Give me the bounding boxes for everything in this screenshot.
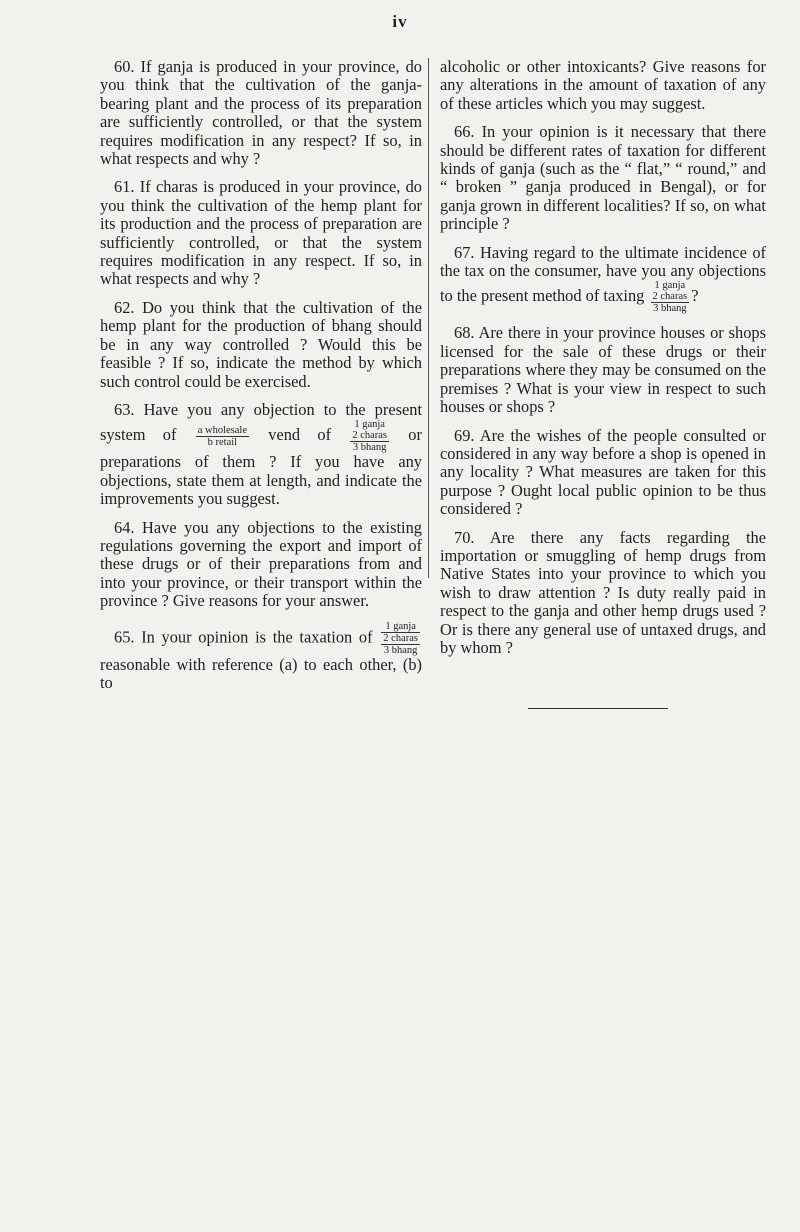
q67-bhang: 3 bhang [653, 303, 687, 315]
q63-text-middle: vend of [268, 425, 332, 445]
q63-ganja: 1 ganja [354, 419, 385, 431]
page-number: iv [392, 12, 408, 31]
question-68: 68. Are there in your province houses or shops licensed for the sale of these drugs or their preparations where they may be consumed on the premises ? What is your view in respect to such houses or shops ? [440, 323, 766, 417]
question-65 [100, 621, 422, 693]
q63-bhang: 3 bhang [352, 442, 387, 454]
question-64: 64. Have you any objections to the existing regulations governing the export and import of these drugs or of their preparations from and into your province, or their transport within the province ? Give reasons for your answer. [100, 517, 422, 611]
question-70: 70. Are there any facts regarding the importation or smuggling of hemp drugs from Native States into your province to which you wish to draw attention ? Is duty really paid in respect to the ganja and other hemp drugs used ? Or is there any general use of untaxed drugs, and by whom ? [440, 527, 766, 657]
q63-vend-type-fraction [196, 425, 249, 448]
question-66: 66. In your opinion is it necessary that there should be different rates of taxation for different kinds of ganja (such as the “ flat,” “ round,” and “ broken ” ganja produced in Bengal), or for ganja grown in different localities? If so, on what principle ? [440, 122, 766, 234]
closing-rule [528, 708, 668, 709]
right-column [440, 58, 766, 667]
q65-text-start: 65. In your opinion is the taxation of [114, 626, 373, 646]
q63-retail: b retail [207, 436, 238, 448]
q63-charas: 2 charas [352, 430, 388, 442]
q63-wholesale: a wholesale [197, 424, 247, 436]
question-65-continued: alcoholic or other intoxicants? Give reasons for any alterations in the amount of taxation of any of these articles which you may suggest. [440, 57, 766, 113]
question-63 [100, 401, 422, 509]
question-61: 61. If charas is produced in your province, do you think the cultivation of the hemp plant for its production and the process of preparation are sufficiently controlled, or that the system requires modification in any respect. If so, in what respects and why ? [100, 177, 422, 289]
q63-drug-fraction [350, 419, 389, 453]
q65-drug-fraction [381, 621, 420, 656]
q65-text-end: reasonable with reference (a) to each other, (b) to [100, 654, 422, 692]
q65-charas: 2 charas [383, 632, 418, 644]
q67-drug-fraction [651, 280, 690, 314]
q63-text-start: 63. Have you any objection to the present system of [100, 399, 422, 445]
q67-text-end: ? [691, 286, 699, 306]
column-divider [428, 58, 429, 578]
question-67 [440, 244, 766, 315]
q67-ganja: 1 ganja [654, 280, 686, 292]
question-62: 62. Do you think that the cultivation of the hemp plant for the production of bhang should be in any way controlled ? Would this be feasible ? If so, indicate the method by which such control could be exercised. [100, 297, 422, 391]
q65-bhang: 3 bhang [383, 644, 418, 656]
q67-text-start: 67. Having regard to the ultimate incidence of the tax on the consumer, have you any objections to the present method of taxing [440, 242, 766, 306]
q63-text-end: or preparations of them ? If you have any objections, state them at length, and indicate the improvements you suggest. [100, 425, 422, 509]
q67-charas: 2 charas [652, 291, 688, 303]
question-69: 69. Are the wishes of the people consulted or considered in any way before a shop is opened in any locality ? What measures are taken for this purpose ? Ought local public opinion to be thus considered ? [440, 425, 766, 519]
q65-ganja: 1 ganja [381, 621, 420, 633]
question-60: 60. If ganja is produced in your province, do you think that the cultivation of the ganja-bearing plant and the process of its preparation are sufficiently controlled, or that the system requires modification in any respect? If so, in what respects and why ? [100, 57, 422, 169]
left-column [100, 58, 422, 702]
